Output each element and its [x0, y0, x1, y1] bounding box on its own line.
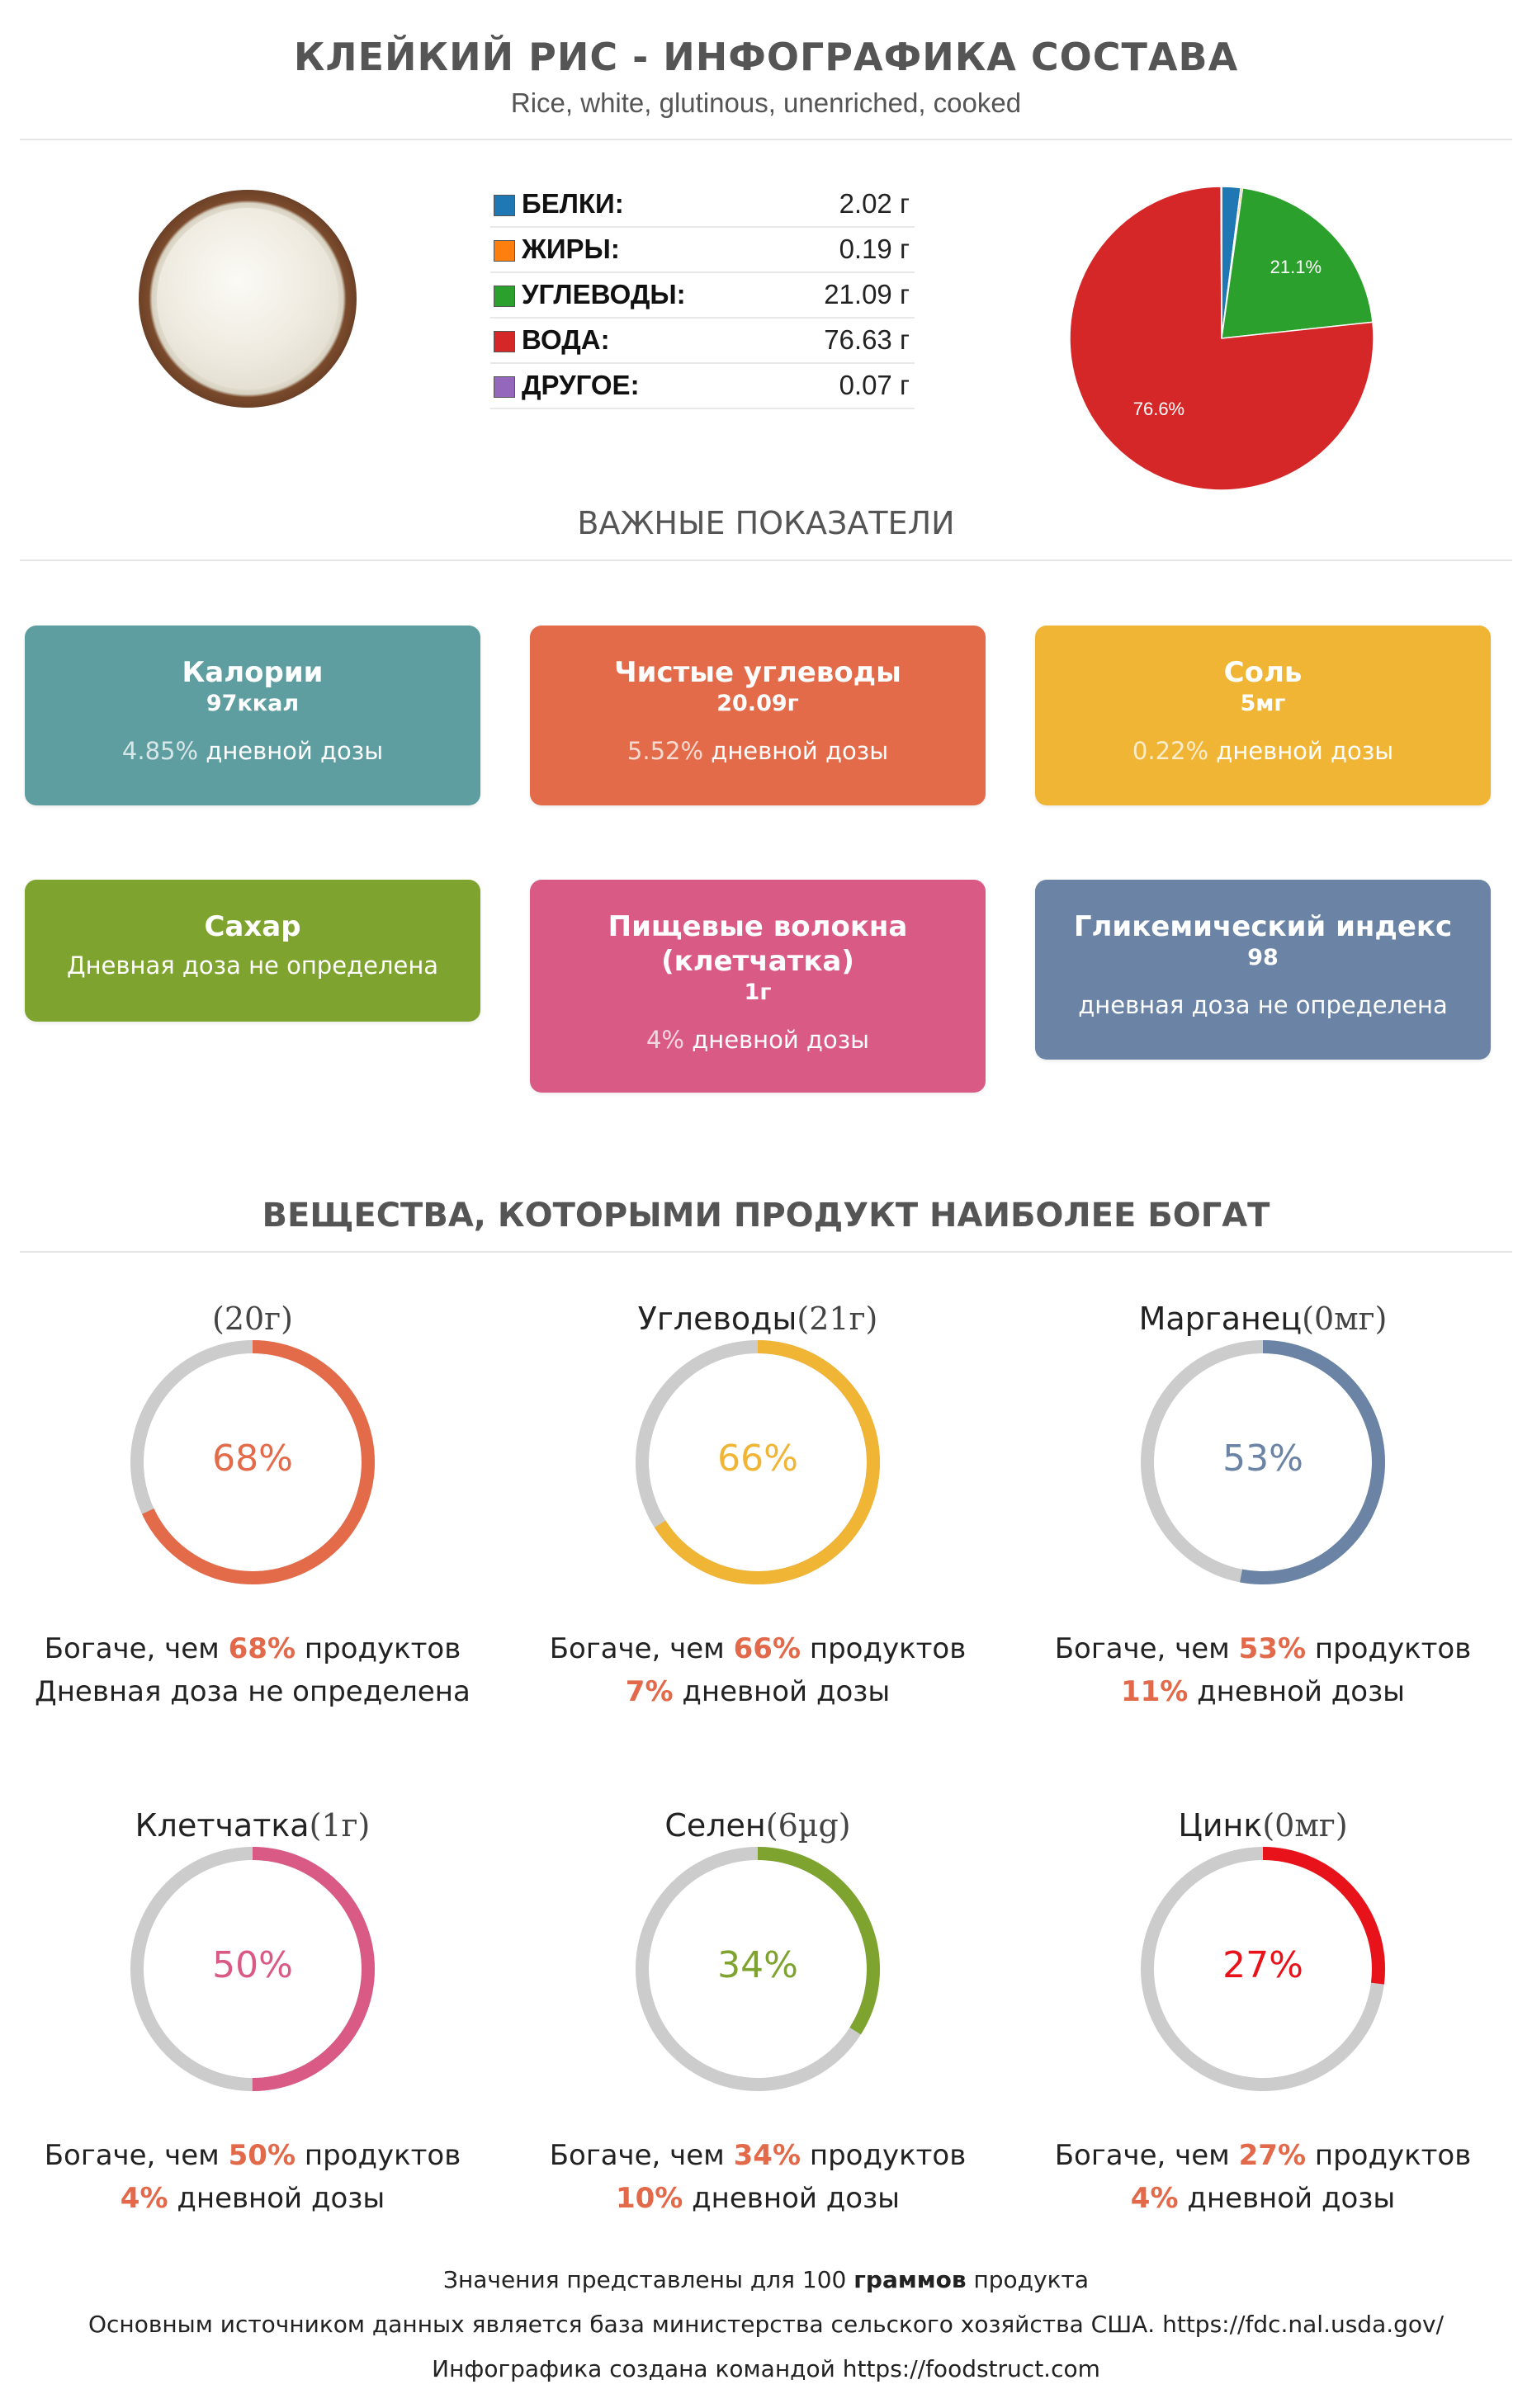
ring-percent: 34%	[717, 1944, 798, 1986]
indicator-daily-text: дневная доза не определена	[1078, 991, 1448, 1019]
spacer	[168, 2182, 177, 2215]
indicator-card	[530, 880, 986, 1093]
nutrient-name: Цинк	[1178, 1807, 1263, 1844]
indicator-daily	[1035, 736, 1491, 766]
footer-serving-pre: Значения представлены для 100	[443, 2266, 847, 2293]
nutrient-amount: (6µg)	[765, 1807, 851, 1844]
daily-percent: 10%	[615, 2182, 683, 2215]
legend-label-text: ВОДА	[522, 324, 601, 355]
legend-value: 0.19 г	[839, 234, 910, 264]
spacer	[220, 1632, 229, 1665]
footer-serving-note	[0, 2266, 1532, 2293]
spacer	[674, 1675, 683, 1708]
ring-percent: 50%	[212, 1944, 293, 1986]
indicator-daily-text: дневной дозы	[1216, 737, 1394, 765]
indicator-title: Калории	[182, 656, 324, 689]
richer-percent: 50%	[228, 2139, 296, 2172]
richer-suffix: продуктов	[304, 1632, 461, 1665]
legend-label-text: УГЛЕВОДЫ	[522, 279, 677, 309]
richer-suffix: продуктов	[809, 1632, 967, 1665]
rice-bowl-inner	[157, 208, 338, 390]
daily-dose-line	[1007, 1670, 1519, 1713]
indicator-daily	[25, 736, 480, 766]
richer-prefix: Богаче, чем	[549, 2139, 725, 2172]
legend-value: 2.02 г	[839, 188, 910, 219]
nutrient-amount: (1г)	[309, 1807, 371, 1844]
legend-label	[522, 279, 686, 310]
pie-slice-label: 76.6%	[1132, 399, 1185, 420]
rich-substances-title: ВЕЩЕСТВА, КОТОРЫМИ ПРОДУКТ НАИБОЛЕЕ БОГАТ	[262, 1197, 1270, 1235]
richer-prefix: Богаче, чем	[44, 2139, 220, 2172]
daily-text: дневной дозы	[177, 2182, 385, 2215]
footer-credit-note: Инфографика создана командой https://foodstruct.com	[432, 2355, 1100, 2382]
legend-label	[522, 188, 624, 220]
composition-pie-chart	[1057, 182, 1387, 495]
legend-label-text: ЖИРЫ	[522, 234, 611, 264]
richer-suffix: продуктов	[304, 2139, 461, 2172]
indicator-value: 97ккал	[206, 691, 300, 716]
indicator-daily-pct: 4%	[645, 1026, 684, 1054]
spacer	[801, 2139, 810, 2172]
indicator-value: 20.09г	[716, 691, 799, 716]
indicator-daily	[530, 736, 986, 766]
richer-than-line	[502, 1627, 1014, 1670]
legend-label	[522, 370, 640, 401]
indicator-daily	[25, 951, 480, 980]
legend-swatch	[494, 376, 515, 398]
daily-text: дневной дозы	[692, 2182, 901, 2215]
ring-percent: 66%	[717, 1438, 798, 1480]
richer-percent: 34%	[733, 2139, 801, 2172]
richer-than-line	[1007, 2134, 1519, 2177]
indicator-daily-text: дневной дозы	[206, 737, 384, 765]
spacer	[296, 1632, 305, 1665]
nutrient-amount: (21г)	[797, 1301, 878, 1337]
daily-dose-line	[502, 2177, 1014, 2220]
legend-label-text: БЕЛКИ	[522, 188, 615, 219]
richer-percent: 53%	[1238, 1632, 1307, 1665]
spacer	[198, 737, 206, 765]
divider	[20, 139, 1512, 140]
richer-prefix: Богаче, чем	[549, 1632, 725, 1665]
legend-colon: :	[600, 324, 610, 355]
indicator-card	[1035, 880, 1491, 1060]
pie-slice-label: 21.1%	[1270, 256, 1322, 277]
richer-prefix: Богаче, чем	[44, 1632, 220, 1665]
spacer	[1208, 737, 1216, 765]
spacer	[683, 2182, 692, 2215]
legend-label-text: ДРУГОЕ	[522, 370, 631, 400]
indicator-value: 5мг	[1240, 691, 1286, 716]
richer-suffix: продуктов	[1314, 2139, 1472, 2172]
legend-swatch	[494, 240, 515, 262]
daily-dose-line	[0, 2177, 508, 2220]
daily-percent: 11%	[1120, 1675, 1189, 1708]
indicator-title: Чистые углеводы	[614, 656, 901, 689]
footer-source-note: Основным источником данных является база министерства сельского хозяйства США. https://fdc.nal.usda.gov/	[87, 2311, 1445, 2338]
richer-than-line	[1007, 1627, 1519, 1670]
footer-serving-post: продукта	[973, 2266, 1089, 2293]
nutrient-amount: (0мг)	[1262, 1807, 1348, 1844]
spacer	[1230, 2139, 1239, 2172]
legend-label	[522, 234, 620, 265]
daily-text: дневной дозы	[682, 1675, 891, 1708]
spacer	[801, 1632, 810, 1665]
legend-swatch	[494, 331, 515, 352]
richer-percent: 27%	[1238, 2139, 1307, 2172]
legend-value: 0.07 г	[839, 370, 910, 400]
nutrient-amount: (20г)	[212, 1301, 293, 1337]
divider	[20, 560, 1512, 561]
daily-percent: 4%	[1130, 2182, 1179, 2215]
legend-value: 21.09 г	[824, 279, 910, 309]
spacer	[296, 2139, 305, 2172]
legend-row	[490, 365, 915, 409]
spacer	[725, 1632, 734, 1665]
richer-suffix: продуктов	[1314, 1632, 1472, 1665]
legend-colon: :	[614, 188, 624, 219]
richer-than-line	[502, 2134, 1014, 2177]
divider	[20, 1251, 1512, 1253]
legend-row	[490, 183, 915, 228]
legend-swatch	[494, 286, 515, 307]
legend-row	[490, 229, 915, 273]
indicator-title: Гликемический индекс	[1073, 910, 1453, 943]
footer-serving-bold: граммов	[853, 2266, 967, 2293]
indicator-value: 1г	[744, 980, 772, 1005]
richer-percent: 68%	[228, 1632, 296, 1665]
indicator-title: Соль	[1223, 656, 1303, 689]
daily-dose-line	[0, 1670, 508, 1713]
spacer	[1188, 1675, 1197, 1708]
daily-text: дневной дозы	[1187, 2182, 1396, 2215]
daily-percent: 4%	[120, 2182, 168, 2215]
ring-percent: 27%	[1222, 1944, 1303, 1986]
legend-colon: :	[676, 279, 686, 309]
richer-prefix: Богаче, чем	[1054, 1632, 1230, 1665]
nutrient-name: Марганец	[1138, 1301, 1303, 1337]
indicator-daily-pct: 0.22%	[1132, 737, 1209, 765]
indicator-daily-pct: 4.85%	[121, 737, 199, 765]
indicator-daily-text: Дневная доза не определена	[66, 951, 439, 980]
indicator-card	[25, 880, 480, 1022]
indicator-title: Сахар	[204, 910, 301, 943]
richer-than-line	[0, 1627, 508, 1670]
indicator-daily	[530, 1025, 986, 1055]
pie-slice	[1221, 187, 1222, 338]
nutrient-amount: (0мг)	[1302, 1301, 1388, 1337]
spacer	[725, 2139, 734, 2172]
page-subtitle: Rice, white, glutinous, unenriched, cooked	[510, 87, 1022, 118]
indicator-title: Пищевые волокна (клетчатка)	[608, 910, 908, 978]
nutrient-name: Клетчатка	[135, 1807, 310, 1844]
legend-swatch	[494, 195, 515, 216]
daily-text: Дневная доза не определена	[35, 1675, 470, 1708]
spacer	[703, 737, 711, 765]
daily-text: дневной дозы	[1197, 1675, 1406, 1708]
spacer	[1306, 2139, 1315, 2172]
daily-percent: 7%	[625, 1675, 674, 1708]
nutrient-name: Углеводы	[637, 1301, 797, 1337]
nutrient-name: Селен	[664, 1807, 766, 1844]
richer-percent: 66%	[733, 1632, 801, 1665]
richer-suffix: продуктов	[809, 2139, 967, 2172]
daily-dose-line	[502, 1670, 1014, 1713]
legend-row	[490, 274, 915, 319]
indicator-daily-text: дневной дозы	[711, 737, 889, 765]
page-title: КЛЕЙКИЙ РИС - ИНФОГРАФИКА СОСТАВА	[293, 35, 1239, 79]
legend-colon: :	[630, 370, 640, 400]
indicator-daily-text: дневной дозы	[692, 1026, 870, 1054]
legend-colon: :	[610, 234, 620, 264]
spacer	[684, 1026, 692, 1054]
key-indicators-title: ВАЖНЫЕ ПОКАЗАТЕЛИ	[577, 505, 955, 541]
spacer	[1179, 2182, 1188, 2215]
legend-label	[522, 324, 610, 356]
indicator-card	[1035, 626, 1491, 805]
indicator-card	[25, 626, 480, 805]
ring-percent: 53%	[1222, 1438, 1303, 1480]
richer-than-line	[0, 2134, 508, 2177]
indicator-value: 98	[1247, 945, 1279, 970]
legend-row	[490, 319, 915, 364]
daily-dose-line	[1007, 2177, 1519, 2220]
indicator-card	[530, 626, 986, 805]
indicator-daily	[1035, 990, 1491, 1020]
richer-prefix: Богаче, чем	[1054, 2139, 1230, 2172]
spacer	[220, 2139, 229, 2172]
legend-value: 76.63 г	[824, 324, 910, 355]
ring-percent: 68%	[212, 1438, 293, 1480]
spacer	[1230, 1632, 1239, 1665]
spacer	[1306, 1632, 1315, 1665]
indicator-daily-pct: 5.52%	[627, 737, 704, 765]
